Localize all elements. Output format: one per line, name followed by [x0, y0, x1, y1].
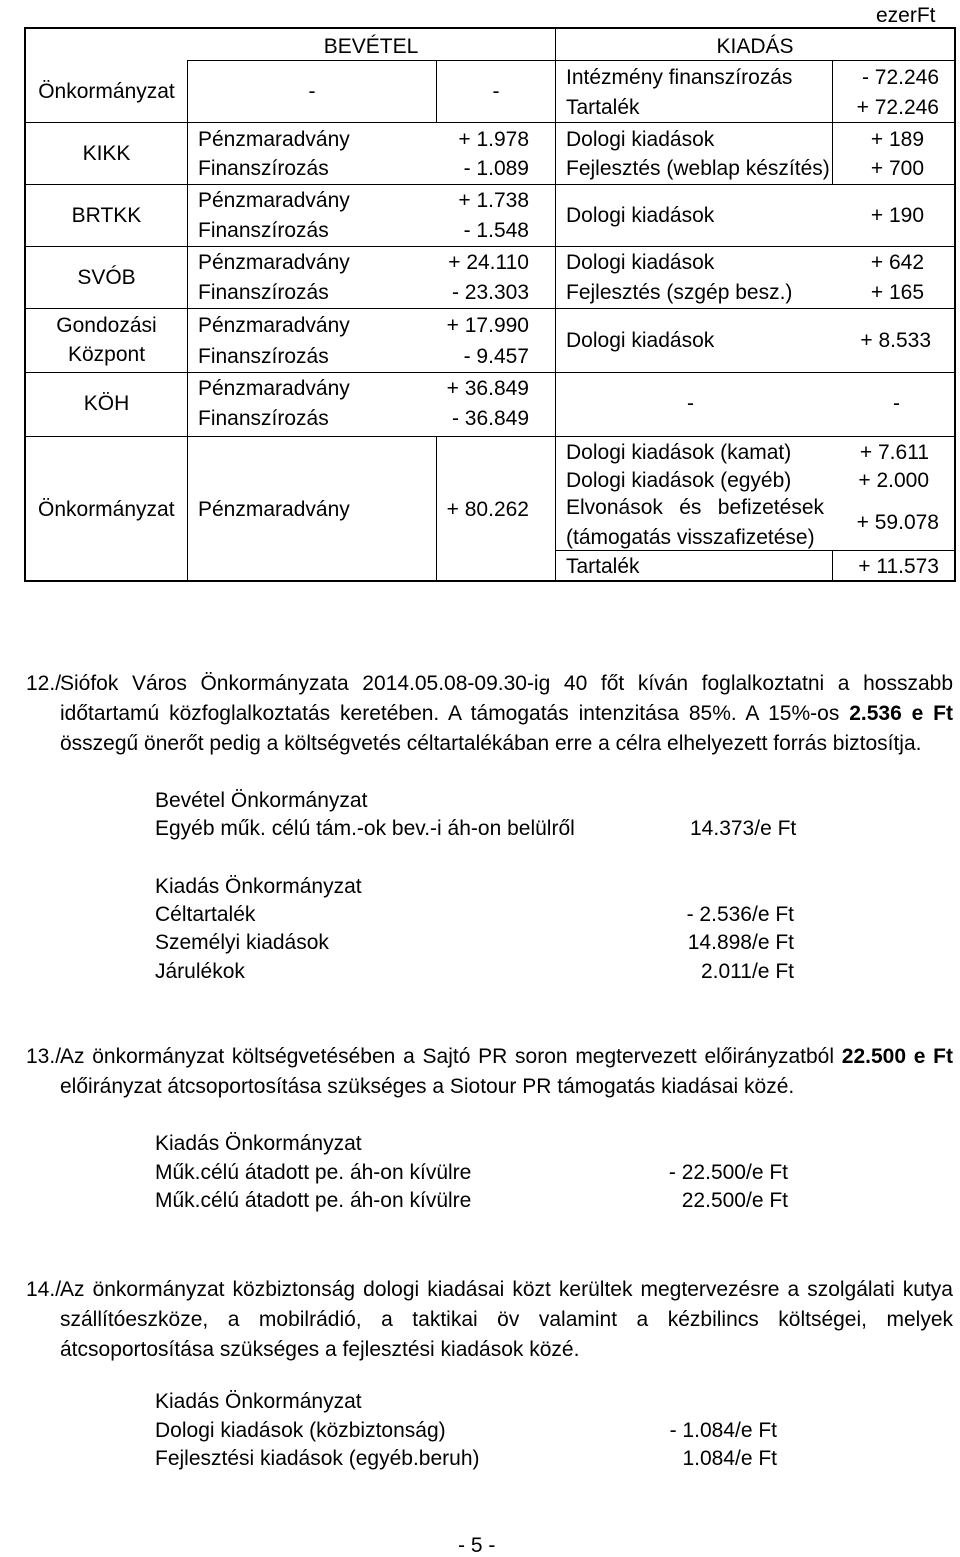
expense-value: + 642: [870, 251, 924, 274]
text-line: [60, 1042, 953, 1072]
col-divider: [832, 550, 833, 582]
bold-amount: 22.500 e Ft: [841, 1045, 954, 1068]
text-line: előirányzat átcsoportosítása szükséges a Siotour PR támogatás kiadásai közé.: [60, 1075, 795, 1098]
income-label: Pénzmaradvány: [198, 498, 350, 521]
item-label: Fejlesztési kiadások (egyéb.beruh): [155, 1447, 480, 1470]
expense-label: Tartalék: [566, 555, 640, 578]
item-label: Dologi kiadások (közbiztonság): [155, 1419, 446, 1442]
income-label: Pénzmaradvány: [198, 377, 350, 400]
table-left-border: [24, 27, 26, 582]
text-line: szállítóeszköze, a mobilrádió, a taktikai öv valamint a kézbilincs költségei, melyek: [60, 1308, 953, 1331]
expense-label: (támogatás visszafizetése): [566, 526, 815, 549]
expense-label: Dologi kiadások: [566, 204, 715, 227]
header-income: BEVÉTEL: [323, 35, 419, 58]
item-value: - 1.084/e Ft: [669, 1419, 777, 1442]
income-value: -: [492, 80, 500, 103]
section-number: 14./: [26, 1278, 62, 1301]
section-text: [60, 1275, 953, 1365]
entity-cell: Központ: [67, 343, 146, 366]
expense-label: Dologi kiadások (egyéb): [566, 469, 792, 492]
row-divider: [24, 308, 956, 309]
col-divider: [555, 27, 556, 582]
col-divider: [832, 122, 833, 184]
expense-value: + 700: [870, 157, 924, 180]
expense-label: -: [687, 392, 694, 415]
expense-value: + 165: [870, 281, 924, 304]
section-number: 13./: [26, 1045, 62, 1068]
income-label: Finanszírozás: [198, 345, 329, 368]
block-heading: Kiadás Önkormányzat: [155, 1132, 362, 1155]
unit-label: ezerFt: [876, 4, 936, 27]
income-value: - 9.457: [463, 345, 529, 368]
row-divider: [24, 246, 956, 247]
entity-cell: KIKK: [82, 142, 131, 165]
text-line: Siófok Város Önkormányzata 2014.05.08-09.30-ig 40 főt kíván foglalkoztatni a hosszabb: [60, 672, 953, 695]
table-right-border: [954, 27, 956, 582]
text-line: összegű önerőt pedig a költségvetés céltartalékában erre a célra elhelyezett forrás biztosítja.: [60, 732, 922, 755]
entity-cell: SVÓB: [77, 266, 136, 289]
income-value: + 24.110: [448, 251, 529, 274]
text-line: átcsoportosítása szükséges a fejlesztési kiadások közé.: [60, 1338, 580, 1361]
item-value: 1.084/e Ft: [682, 1447, 777, 1470]
income-value: - 23.303: [451, 281, 529, 304]
expense-value: + 190: [870, 204, 924, 227]
col-divider: [187, 60, 188, 582]
entity-cell: BRTKK: [71, 204, 142, 227]
table-bottom-border: [24, 580, 956, 582]
income-label: -: [308, 80, 316, 103]
item-value: 2.011/e Ft: [700, 960, 794, 983]
expense-value: + 11.573: [858, 555, 939, 578]
item-value: - 22.500/e Ft: [668, 1161, 788, 1184]
item-value: - 2.536/e Ft: [686, 903, 794, 926]
expense-value: + 59.078: [856, 511, 939, 534]
income-value: + 36.849: [446, 377, 529, 400]
income-label: Finanszírozás: [198, 157, 329, 180]
expense-label: Dologi kiadások: [566, 329, 715, 352]
expense-label: Dologi kiadások: [566, 251, 715, 274]
text-fragment: időtartamú közfoglalkoztatás keretében. A támogatás intenzitása 85%. A 15%-os: [60, 702, 850, 725]
expense-value: + 72.246: [856, 96, 939, 119]
item-label: Céltartalék: [155, 903, 256, 926]
expense-value: - 72.246: [861, 66, 939, 89]
row-divider: [24, 372, 956, 373]
block-heading: Bevétel Önkormányzat: [155, 789, 368, 812]
row-divider: [24, 436, 956, 437]
row-divider: [187, 60, 955, 61]
row-divider: [24, 184, 956, 185]
item-label: Járulékok: [155, 960, 245, 983]
header-expense: KIADÁS: [716, 35, 794, 58]
expense-label: Fejlesztés (weblap készítés): [566, 157, 830, 180]
income-value: + 1.978: [458, 128, 529, 151]
entity-cell: Gondozási: [56, 314, 157, 337]
expense-label: Intézmény finanszírozás: [566, 66, 793, 89]
expense-value: + 189: [870, 128, 924, 151]
income-label: Finanszírozás: [198, 281, 329, 304]
expense-label: Fejlesztés (szgép besz.): [566, 281, 793, 304]
section-text: [60, 1042, 953, 1102]
income-label: Finanszírozás: [198, 219, 329, 242]
block-heading: Kiadás Önkormányzat: [155, 875, 362, 898]
expense-value: + 8.533: [860, 329, 931, 352]
section-text: [60, 669, 953, 759]
col-divider: [436, 436, 437, 582]
expense-value: + 2.000: [858, 469, 929, 492]
section-number: 12./: [26, 672, 62, 695]
income-label: Pénzmaradvány: [198, 128, 350, 151]
expense-value: -: [893, 392, 900, 415]
entity-cell: KÖH: [83, 392, 130, 415]
item-label: Műk.célú átadott pe. áh-on kívülre: [155, 1161, 472, 1184]
income-value: + 1.738: [458, 189, 529, 212]
income-value: - 36.849: [451, 407, 529, 430]
expense-value: + 7.611: [859, 441, 929, 464]
table-top-border: [24, 27, 956, 29]
income-label: Pénzmaradvány: [198, 314, 350, 337]
expense-label: Dologi kiadások (kamat): [566, 441, 792, 464]
text-line: [60, 699, 953, 729]
item-label: Személyi kiadások: [155, 931, 329, 954]
item-label: Egyéb műk. célú tám.-ok bev.-i áh-on belülről: [155, 817, 575, 840]
bold-amount: 2.536 e Ft: [849, 702, 953, 725]
income-value: - 1.089: [463, 157, 529, 180]
expense-label: Dologi kiadások: [566, 128, 715, 151]
block-heading: Kiadás Önkormányzat: [155, 1390, 362, 1413]
text-line: Az önkormányzat közbiztonság dologi kiadásai közt kerültek megtervezésre a szolgálati kutya: [60, 1278, 953, 1301]
income-label: Pénzmaradvány: [198, 189, 350, 212]
row-divider: [24, 122, 956, 123]
entity-cell: Önkormányzat: [38, 498, 175, 521]
item-value: 22.500/e Ft: [681, 1189, 788, 1212]
income-value: + 80.262: [446, 498, 529, 521]
income-value: - 1.548: [463, 219, 529, 242]
col-divider: [832, 60, 833, 122]
entity-cell: Önkormányzat: [38, 80, 175, 103]
income-label: Pénzmaradvány: [198, 251, 350, 274]
text-fragment: Az önkormányzat költségvetésében a Sajtó PR soron megtervezett előirányzatból: [60, 1045, 842, 1068]
item-value: 14.898/e Ft: [687, 931, 794, 954]
expense-label: Elvonások és befizetések: [566, 496, 824, 519]
income-label: Finanszírozás: [198, 407, 329, 430]
row-divider: [555, 550, 955, 551]
item-value: 14.373/e Ft: [690, 817, 797, 840]
page-number: - 5 -: [458, 1534, 496, 1557]
item-label: Műk.célú átadott pe. áh-on kívülre: [155, 1189, 472, 1212]
income-value: + 17.990: [446, 314, 529, 337]
expense-label: Tartalék: [566, 96, 640, 119]
